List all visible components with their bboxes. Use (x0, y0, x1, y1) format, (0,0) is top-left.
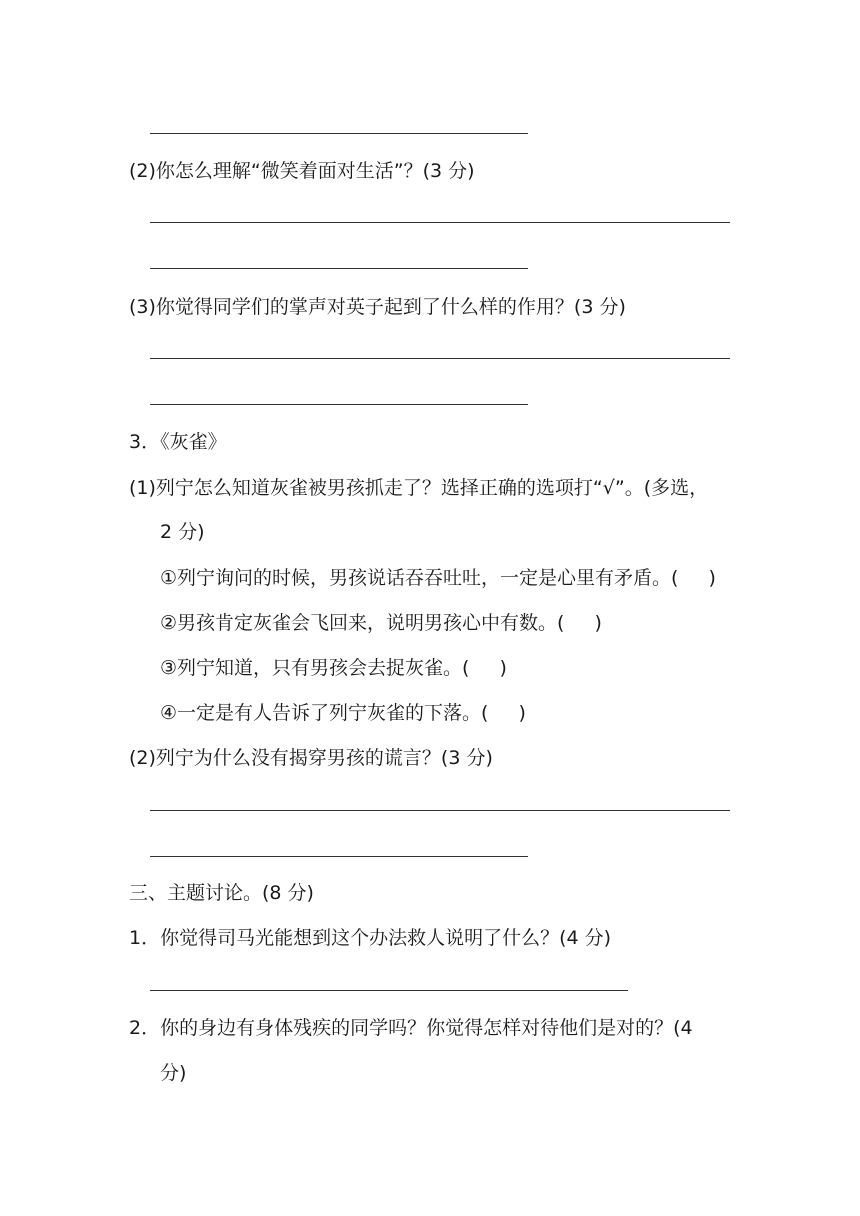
option-text: ①列宁询问的时候，男孩说话吞吞吐吐，一定是心里有矛盾。( (160, 567, 679, 589)
section3-question-2-line1: 2．你的身边有身体残疾的同学吗？你觉得怎样对待他们是对的？(4 (129, 1017, 693, 1039)
option-bracket-close: ) (518, 702, 526, 724)
option-3 (160, 656, 507, 680)
option-2 (160, 611, 602, 635)
section3-question-1: 1．你觉得司马光能想到这个办法救人说明了什么？(4 分) (129, 927, 612, 949)
option-text: ③列宁知道，只有男孩会去捉灰雀。( (160, 657, 470, 679)
option-4 (160, 701, 526, 725)
answer-line[interactable] (150, 810, 730, 811)
question-2-2: (2)你怎么理解“微笑着面对生活”？(3 分) (129, 160, 475, 182)
answer-line[interactable] (150, 222, 730, 223)
option-bracket-close: ) (594, 612, 602, 634)
option-bracket-close: ) (499, 657, 507, 679)
option-text: ②男孩肯定灰雀会飞回来，说明男孩心中有数。( (160, 612, 565, 634)
question-3-1-line1: (1)列宁怎么知道灰雀被男孩抓走了？选择正确的选项打“√”。(多选， (129, 477, 709, 499)
option-bracket-close: ) (708, 567, 716, 589)
answer-line[interactable] (150, 133, 528, 134)
question-2-3: (3)你觉得同学们的掌声对英子起到了什么样的作用？(3 分) (129, 296, 626, 318)
answer-line[interactable] (150, 856, 528, 857)
option-1 (160, 566, 716, 590)
option-text: ④一定是有人告诉了列宁灰雀的下落。( (160, 702, 489, 724)
answer-line[interactable] (150, 404, 528, 405)
section3-question-2-line2: 分) (160, 1062, 187, 1084)
answer-line[interactable] (150, 358, 730, 359)
question-3-2: (2)列宁为什么没有揭穿男孩的谎言？(3 分) (129, 747, 493, 769)
section-heading: 三、主题讨论。(8 分) (129, 882, 314, 904)
question-3-1-line2: 2 分) (160, 521, 205, 543)
question-3-title: 3．《灰雀》 (129, 431, 227, 453)
answer-line[interactable] (150, 990, 628, 991)
answer-line[interactable] (150, 268, 528, 269)
